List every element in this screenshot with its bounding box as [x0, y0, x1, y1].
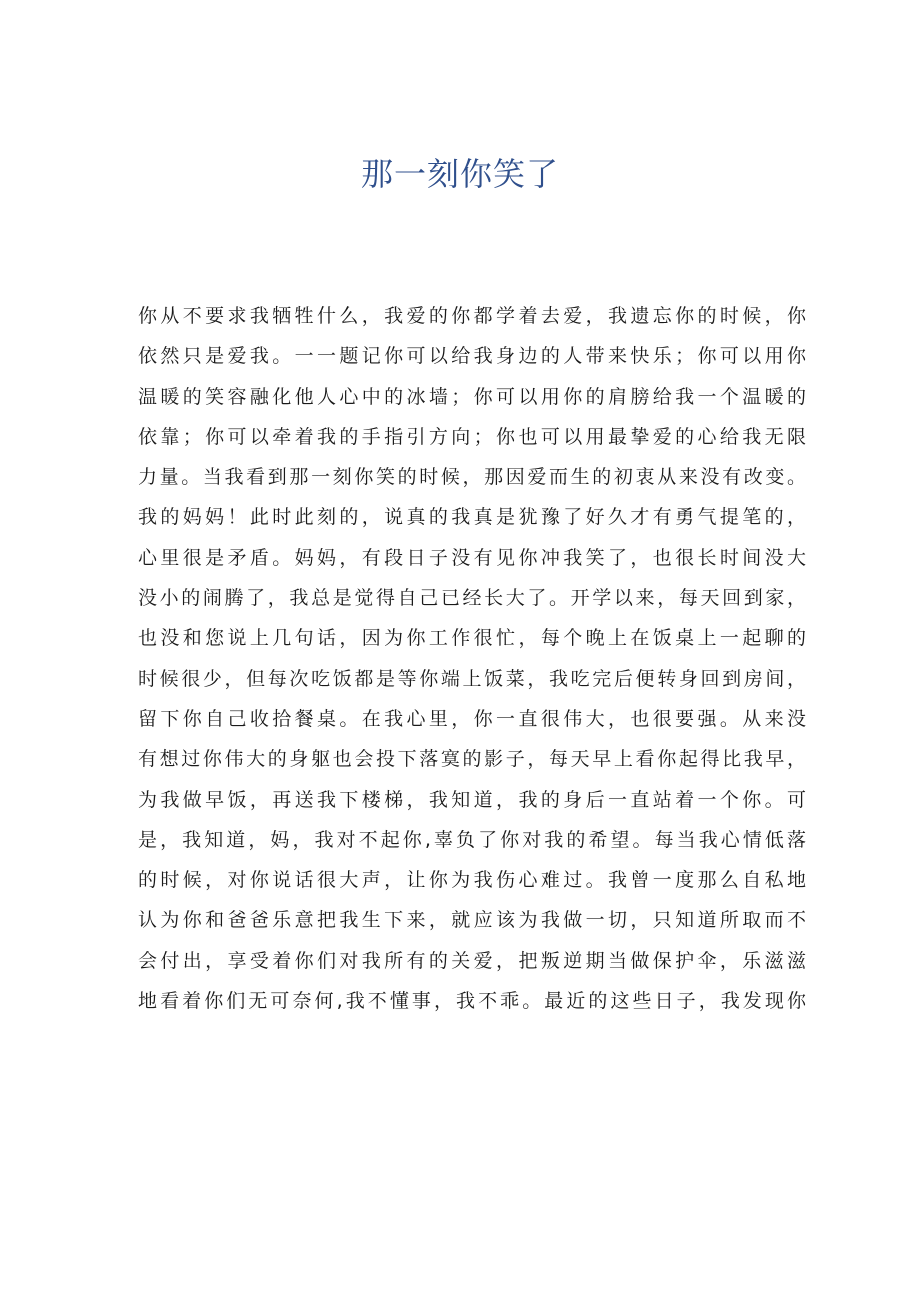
body-line: 依然只是爱我。一一题记你可以给我身边的人带来快乐；你可以用你	[138, 345, 806, 368]
body-line: 心里很是矛盾。妈妈，有段日子没有见你冲我笑了，也很长时间没大	[138, 546, 806, 569]
body-line: 有想过你伟大的身躯也会投下落寞的影子，每天早上看你起得比我早，	[138, 748, 806, 771]
body-line: 为我做早饭，再送我下楼梯，我知道，我的身后一直站着一个你。可	[138, 788, 806, 811]
body-line: 依靠；你可以牵着我的手指引方向；你也可以用最挚爱的心给我无限	[138, 425, 806, 448]
body-line: 认为你和爸爸乐意把我生下来，就应该为我做一切，只知道所取而不	[138, 909, 806, 932]
body-line: 的时候，对你说话很大声，让你为我伤心难过。我曾一度那么自私地	[138, 869, 806, 892]
body-line: 地看着你们无可奈何,我不懂事，我不乖。最近的这些日子，我发现你	[138, 990, 806, 1013]
document-body	[138, 296, 806, 1021]
body-line: 你从不要求我牺牲什么，我爱的你都学着去爱，我遗忘你的时候，你	[138, 305, 806, 327]
body-line: 没小的闹腾了，我总是觉得自己已经长大了。开学以来，每天回到家，	[138, 587, 806, 610]
document-title: 那一刻你笑了	[360, 155, 559, 193]
body-line: 留下你自己收拾餐桌。在我心里，你一直很伟大，也很要强。从来没	[138, 707, 806, 730]
body-line: 我的妈妈！此时此刻的，说真的我真是犹豫了好久才有勇气提笔的，	[138, 506, 806, 529]
body-line: 是，我知道，妈，我对不起你,辜负了你对我的希望。每当我心情低落	[138, 828, 806, 851]
body-line: 也没和您说上几句话，因为你工作很忙，每个晚上在饭桌上一起聊的	[138, 627, 806, 650]
body-line: 时候很少，但每次吃饭都是等你端上饭菜，我吃完后便转身回到房间，	[138, 667, 806, 690]
body-line: 力量。当我看到那一刻你笑的时候，那因爱而生的初衷从来没有改变。	[138, 466, 806, 489]
body-line: 温暖的笑容融化他人心中的冰墙；你可以用你的肩膀给我一个温暖的	[138, 385, 806, 408]
body-line: 会付出，享受着你们对我所有的关爱，把叛逆期当做保护伞，乐滋滋	[138, 949, 806, 972]
